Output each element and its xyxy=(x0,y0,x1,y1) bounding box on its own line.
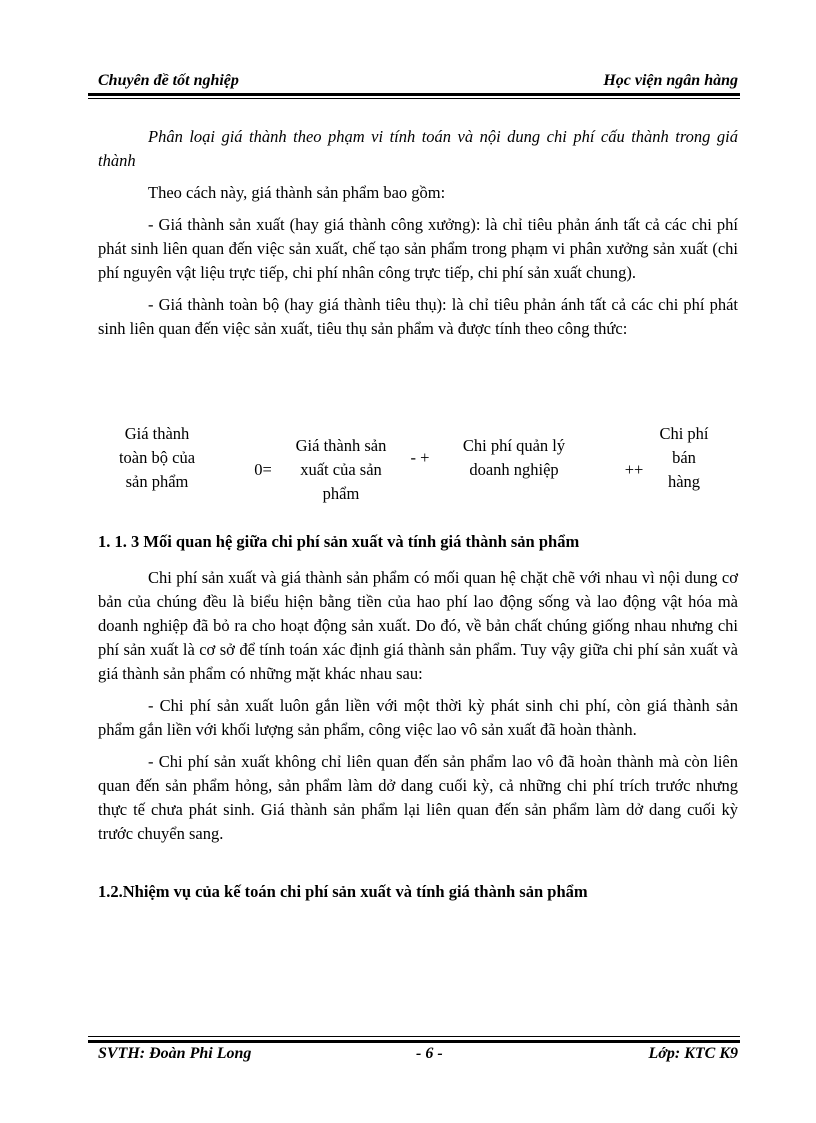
cost-formula xyxy=(98,418,738,518)
paragraph-intro: Theo cách này, giá thành sản phẩm bao gồm: xyxy=(148,183,446,202)
formula-equals: 0= xyxy=(254,460,272,479)
footer-rule-thin xyxy=(88,1036,740,1037)
formula-operator-double-plus: ++ xyxy=(624,460,644,479)
footer-rule xyxy=(88,1040,740,1043)
page-footer xyxy=(98,1045,738,1067)
paragraph-difference-1: - Chi phí sản xuất luôn gắn liền với một thời kỳ phát sinh chi phí, còn giá thành sản phẩm gắn liền với khối lượng sản phẩm, công việc lao vô sản xuất đã hoàn thành. xyxy=(98,696,738,739)
header-right: Học viện ngân hàng xyxy=(603,72,738,89)
formula-term-admin-cost: Chi phí quản lý doanh nghiệp xyxy=(462,436,566,479)
formula-term-total-cost: Giá thành toàn bộ của sản phẩm xyxy=(118,424,196,491)
paragraph-difference-2: - Chi phí sản xuất không chỉ liên quan đến sản phẩm lao vô đã hoàn thành mà còn liên quan đến sản phẩm hỏng, sản phẩm làm dở dang cuối kỳ, cả những chi phí trích trước nhưng thực tế chưa phát sinh. Giá thành sản phẩm lại liên quan đến sản phẩm làm dở dang cuối kỳ trước chuyển sang. xyxy=(98,752,738,843)
formula-operator-plus: - + xyxy=(410,448,430,467)
footer-student: SVTH: Đoàn Phi Long xyxy=(98,1045,252,1062)
paragraph-total-cost: - Giá thành toàn bộ (hay giá thành tiêu thụ): là chỉ tiêu phản ánh tất cả các chi phí phát sinh liên quan đến việc sản xuất, tiêu thụ sản phẩm và được tính theo công thức: xyxy=(98,295,738,338)
paragraph-production-cost: - Giá thành sản xuất (hay giá thành công xưởng): là chỉ tiêu phản ánh tất cả các chi phí phát sinh liên quan đến việc sản xuất, chế tạo sản phẩm trong phạm vi phân xưởng sản xuất (chi phí nguyên vật liệu trực tiếp, chi phí nhân công trực tiếp, chi phí sản xuất chung). xyxy=(98,215,738,282)
page-header xyxy=(98,72,738,94)
formula-term-selling-cost: Chi phí bán hàng xyxy=(659,424,709,491)
section-heading-1-2: 1.2.Nhiệm vụ của kế toán chi phí sản xuất và tính giá thành sản phẩm xyxy=(98,882,588,901)
page-number: - 6 - xyxy=(416,1045,443,1062)
header-rule-thin xyxy=(88,98,740,99)
body-text-2 xyxy=(98,530,738,904)
header-rule xyxy=(88,93,740,96)
section-heading-1-1-3: 1. 1. 3 Mối quan hệ giữa chi phí sản xuất và tính giá thành sản phẩm xyxy=(98,532,580,551)
body-text xyxy=(98,125,738,341)
formula-term-production-cost: Giá thành sản xuất của sản phẩm xyxy=(295,436,387,503)
paragraph-relationship: Chi phí sản xuất và giá thành sản phẩm có mối quan hệ chặt chẽ với nhau vì nội dung cơ bản của chúng đều là biểu hiện bằng tiền của hao phí lao động sống và lao động vật hóa mà doanh nghiệp đã bỏ ra cho hoạt động sản xuất. Do đó, về bản chất chúng giống nhau nhưng chi phí sản xuất là cơ sở để tính toán xác định giá thành sản phẩm. Tuy vậy giữa chi phí sản xuất và giá thành sản phẩm có những mặt khác nhau sau: xyxy=(98,568,738,683)
paragraph-classification: Phân loại giá thành theo phạm vi tính toán và nội dung chi phí cấu thành trong giá thành xyxy=(98,127,738,170)
header-left: Chuyên đề tốt nghiệp xyxy=(98,72,239,89)
footer-class: Lớp: KTC K9 xyxy=(648,1045,738,1062)
